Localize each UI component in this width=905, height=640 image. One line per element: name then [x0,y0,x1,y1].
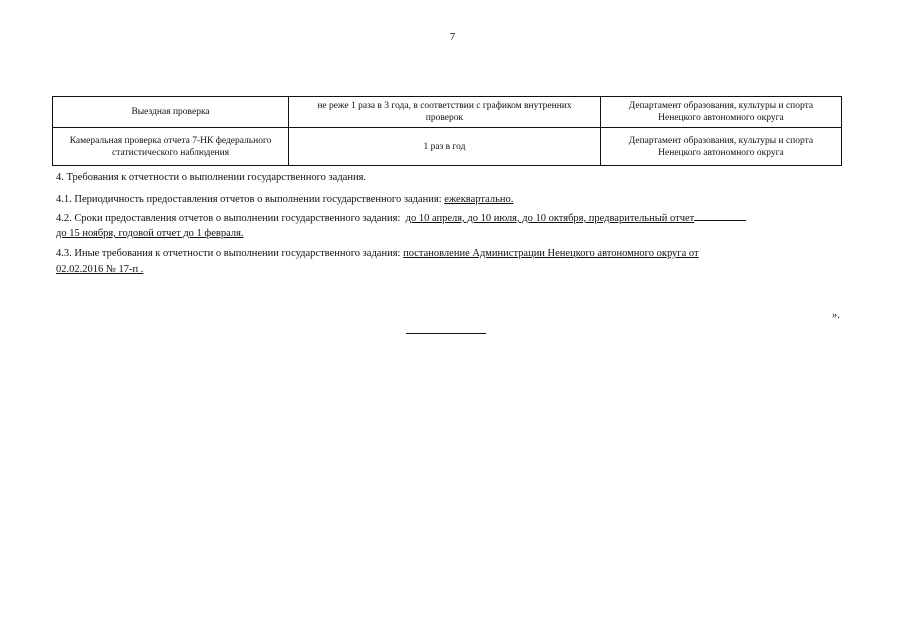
page-number: 7 [449,31,456,43]
paragraph-4-2 [56,210,846,226]
control-form-line: Камеральная проверка отчета 7-НК федерального [69,135,272,146]
underline-filler [694,210,746,221]
authority-line: Департамент образования, культуры и спорта [628,135,814,146]
section-4-heading: 4. Требования к отчетности о выполнении государственного задания. [56,172,367,183]
separator-line [406,333,486,334]
authority-line: Ненецкого автономного округа [658,113,784,123]
paragraph-4-1 [56,192,846,207]
closing-quote: ». [832,310,840,321]
paragraph-value: ежеквартально. [444,194,514,205]
paragraph-4-3-continuation [56,262,846,277]
paragraph-value: до 10 апреля, до 10 июля, до 10 октября, предварительный отчет [405,213,695,224]
paragraph-value: постановление Администрации Ненецкого автономного округа от [403,248,699,259]
paragraph-label: 4.3. Иные требования к отчетности о выполнении государственного задания: [56,248,404,259]
control-table [52,96,842,166]
paragraph-value: до 15 ноября, годовой отчет до 1 февраля. [56,228,244,239]
paragraph-4-2-continuation [56,226,846,241]
paragraph-value: 02.02.2016 № 17-п . [56,264,144,275]
table-row [53,128,842,166]
control-form-line: статистического наблюдения [111,147,230,158]
frequency-cell: 1 раз в год [289,128,601,166]
control-form-cell: Выездная проверка [53,97,289,128]
authority-cell [600,97,841,128]
paragraph-label: 4.1. Периодичность предоставления отчетов о выполнении государственного задания: [56,194,445,205]
authority-cell [600,128,841,166]
frequency-line: проверок [425,113,464,123]
control-form-cell [53,128,289,166]
paragraph-4-3 [56,246,846,261]
frequency-cell [289,97,601,128]
authority-line: Департамент образования, культуры и спорта [628,101,814,111]
table-row [53,97,842,128]
frequency-line: не реже 1 раза в 3 года, в соответствии с графиком внутренних [317,101,572,111]
authority-line: Ненецкого автономного округа [658,147,784,158]
paragraph-label: 4.2. Сроки предоставления отчетов о выполнении государственного задания: [56,213,404,224]
